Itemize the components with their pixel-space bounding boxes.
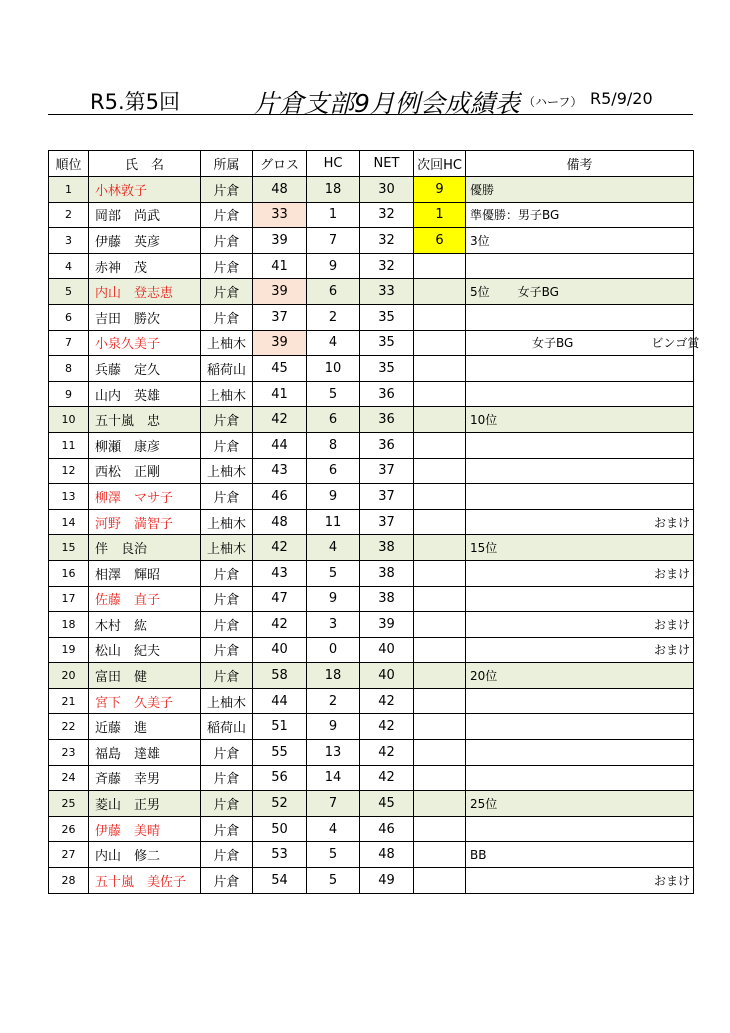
name-cell: 山内 英雄: [89, 381, 201, 407]
note-text-secondary: ビンゴ賞: [651, 336, 700, 351]
rank-cell: 7: [49, 330, 89, 356]
club-cell: 上柚木: [201, 381, 253, 407]
name-cell: 赤神 茂: [89, 253, 201, 279]
club-cell: 片倉: [201, 842, 253, 868]
table-row: [49, 407, 694, 433]
name-cell: 木村 紘: [89, 612, 201, 638]
club-cell: 片倉: [201, 407, 253, 433]
hc-cell: 9: [307, 253, 360, 279]
gross-cell: 42: [253, 407, 307, 433]
hc-cell: 4: [307, 535, 360, 561]
next-hc-cell: [414, 842, 466, 868]
club-cell: 片倉: [201, 868, 253, 894]
net-cell: 32: [360, 228, 414, 254]
club-cell: 片倉: [201, 637, 253, 663]
note-text-secondary: 女子BG: [517, 285, 559, 300]
next-hc-cell: [414, 356, 466, 382]
club-cell: 稲荷山: [201, 714, 253, 740]
notes-cell: [466, 714, 694, 740]
rank-cell: 19: [49, 637, 89, 663]
notes-cell: [466, 612, 694, 638]
table-row: [49, 228, 694, 254]
name-cell: 柳瀬 康彦: [89, 432, 201, 458]
club-cell: 片倉: [201, 560, 253, 586]
name-cell: 富田 健: [89, 663, 201, 689]
hc-cell: 18: [307, 663, 360, 689]
club-cell: 片倉: [201, 586, 253, 612]
next-hc-cell: [414, 381, 466, 407]
rank-cell: 2: [49, 202, 89, 228]
net-cell: 37: [360, 458, 414, 484]
notes-cell: [466, 637, 694, 663]
hc-cell: 2: [307, 688, 360, 714]
table-row: [49, 535, 694, 561]
table-row: [49, 560, 694, 586]
note-text: おまけ: [653, 643, 690, 658]
table-row: [49, 663, 694, 689]
hc-cell: 5: [307, 381, 360, 407]
net-cell: 49: [360, 868, 414, 894]
notes-cell: [466, 202, 694, 228]
club-cell: 片倉: [201, 484, 253, 510]
name-cell: 五十嵐 美佐子: [89, 868, 201, 894]
rank-cell: 22: [49, 714, 89, 740]
note-text: 15位: [470, 541, 498, 556]
rank-cell: 18: [49, 612, 89, 638]
hc-cell: 5: [307, 868, 360, 894]
net-cell: 39: [360, 612, 414, 638]
notes-cell: [466, 330, 700, 356]
name-cell: 岡部 尚武: [89, 202, 201, 228]
net-cell: 32: [360, 253, 414, 279]
name-cell: 松山 紀夫: [89, 637, 201, 663]
next-hc-cell: [414, 484, 466, 510]
name-cell: 伴 良治: [89, 535, 201, 561]
rank-cell: 17: [49, 586, 89, 612]
gross-cell: 52: [253, 791, 307, 817]
club-cell: 片倉: [201, 791, 253, 817]
table-row: [49, 740, 694, 766]
notes-cell: [466, 560, 694, 586]
next-hc-cell: [414, 791, 466, 817]
rank-cell: 9: [49, 381, 89, 407]
club-cell: 片倉: [201, 279, 253, 305]
col-next-hc: 次回HC: [414, 151, 466, 177]
notes-cell: [466, 177, 694, 203]
next-hc-cell: [414, 458, 466, 484]
hc-cell: 13: [307, 740, 360, 766]
name-cell: 小泉久美子: [89, 330, 201, 356]
rank-cell: 14: [49, 509, 89, 535]
table-row: [49, 765, 694, 791]
rank-cell: 16: [49, 560, 89, 586]
net-cell: 32: [360, 202, 414, 228]
club-cell: 片倉: [201, 228, 253, 254]
net-cell: 35: [360, 356, 414, 382]
table-row: [49, 432, 694, 458]
gross-cell: 41: [253, 381, 307, 407]
rank-cell: 10: [49, 407, 89, 433]
table-row: [49, 868, 694, 894]
name-cell: 内山 修二: [89, 842, 201, 868]
hc-cell: 8: [307, 432, 360, 458]
hc-cell: 5: [307, 842, 360, 868]
table-row: [49, 612, 694, 638]
club-cell: 上柚木: [201, 458, 253, 484]
hc-cell: 5: [307, 560, 360, 586]
rank-cell: 3: [49, 228, 89, 254]
net-cell: 30: [360, 177, 414, 203]
net-cell: 40: [360, 637, 414, 663]
rank-cell: 27: [49, 842, 89, 868]
table-row: [49, 458, 694, 484]
gross-cell: 39: [253, 228, 307, 254]
note-text: 10位: [470, 413, 498, 428]
notes-cell: [466, 407, 694, 433]
name-cell: 佐藤 直子: [89, 586, 201, 612]
gross-cell: 40: [253, 637, 307, 663]
notes-cell: [466, 509, 694, 535]
rank-cell: 25: [49, 791, 89, 817]
gross-cell: 48: [253, 509, 307, 535]
notes-cell: [466, 842, 694, 868]
name-cell: 伊藤 美晴: [89, 816, 201, 842]
next-hc-cell: [414, 663, 466, 689]
rank-cell: 11: [49, 432, 89, 458]
next-hc-cell: [414, 304, 466, 330]
club-cell: 片倉: [201, 740, 253, 766]
gross-cell: 43: [253, 560, 307, 586]
gross-cell: 33: [253, 202, 307, 228]
name-cell: 相澤 輝昭: [89, 560, 201, 586]
next-hc-cell: [414, 765, 466, 791]
next-hc-cell: [414, 688, 466, 714]
notes-cell: [466, 868, 694, 894]
document-title: 片倉支部9月例会成績表: [254, 89, 520, 118]
rank-cell: 8: [49, 356, 89, 382]
table-row: [49, 791, 694, 817]
rank-cell: 12: [49, 458, 89, 484]
hc-cell: 2: [307, 304, 360, 330]
net-cell: 40: [360, 663, 414, 689]
club-cell: 上柚木: [201, 509, 253, 535]
notes-cell: [466, 740, 694, 766]
table-row: [49, 177, 694, 203]
rank-cell: 20: [49, 663, 89, 689]
next-hc-cell: [414, 637, 466, 663]
name-cell: 伊藤 英彦: [89, 228, 201, 254]
note-text: 5位: [470, 285, 490, 300]
round-label: R5.第5回: [90, 90, 180, 114]
gross-cell: 37: [253, 304, 307, 330]
table-row: [49, 637, 694, 663]
rank-cell: 13: [49, 484, 89, 510]
club-cell: 片倉: [201, 612, 253, 638]
name-cell: 兵藤 定久: [89, 356, 201, 382]
table-row: [49, 509, 694, 535]
net-cell: 37: [360, 509, 414, 535]
next-hc-cell: [414, 407, 466, 433]
net-cell: 35: [360, 330, 414, 356]
next-hc-cell: [414, 330, 466, 356]
gross-cell: 54: [253, 868, 307, 894]
gross-cell: 50: [253, 816, 307, 842]
club-cell: 稲荷山: [201, 356, 253, 382]
name-cell: 吉田 勝次: [89, 304, 201, 330]
name-cell: 河野 満智子: [89, 509, 201, 535]
rank-cell: 15: [49, 535, 89, 561]
rank-cell: 23: [49, 740, 89, 766]
hc-cell: 10: [307, 356, 360, 382]
next-hc-cell: [414, 279, 466, 305]
hc-cell: 6: [307, 458, 360, 484]
net-cell: 38: [360, 560, 414, 586]
document-header: [48, 80, 693, 118]
note-text: おまけ: [653, 617, 690, 632]
name-cell: 宮下 久美子: [89, 688, 201, 714]
club-cell: 片倉: [201, 304, 253, 330]
notes-cell: [466, 253, 694, 279]
format-label: （ハーフ）: [523, 95, 583, 109]
net-cell: 42: [360, 740, 414, 766]
name-cell: 菱山 正男: [89, 791, 201, 817]
hc-cell: 9: [307, 714, 360, 740]
next-hc-cell: [414, 560, 466, 586]
results-table: [48, 150, 700, 894]
col-name: 氏 名: [89, 151, 201, 177]
rank-cell: 1: [49, 177, 89, 203]
net-cell: 33: [360, 279, 414, 305]
hc-cell: 9: [307, 484, 360, 510]
col-club: 所属: [201, 151, 253, 177]
gross-cell: 48: [253, 177, 307, 203]
table-row: [49, 356, 694, 382]
next-hc-cell: [414, 714, 466, 740]
gross-cell: 39: [253, 330, 307, 356]
rank-cell: 5: [49, 279, 89, 305]
note-text: おまけ: [653, 873, 690, 888]
next-hc-cell: 9: [414, 177, 466, 203]
rank-cell: 26: [49, 816, 89, 842]
hc-cell: 11: [307, 509, 360, 535]
hc-cell: 6: [307, 279, 360, 305]
col-net: NET: [360, 151, 414, 177]
club-cell: 片倉: [201, 432, 253, 458]
next-hc-cell: 1: [414, 202, 466, 228]
event-date: R5/9/20: [590, 89, 653, 108]
hc-cell: 1: [307, 202, 360, 228]
table-row: [49, 842, 694, 868]
notes-cell: [466, 816, 694, 842]
table-row: [49, 330, 694, 356]
notes-cell: [466, 484, 694, 510]
table-row: [49, 279, 694, 305]
notes-cell: [466, 765, 694, 791]
gross-cell: 44: [253, 432, 307, 458]
rank-cell: 6: [49, 304, 89, 330]
club-cell: 上柚木: [201, 688, 253, 714]
name-cell: 近藤 進: [89, 714, 201, 740]
gross-cell: 45: [253, 356, 307, 382]
col-rank: 順位: [49, 151, 89, 177]
note-text: 3位: [470, 233, 490, 248]
gross-cell: 46: [253, 484, 307, 510]
rank-cell: 4: [49, 253, 89, 279]
net-cell: 42: [360, 714, 414, 740]
rank-cell: 24: [49, 765, 89, 791]
note-text: 準優勝：男子BG: [470, 208, 560, 223]
gross-cell: 42: [253, 535, 307, 561]
next-hc-cell: [414, 253, 466, 279]
table-row: [49, 304, 694, 330]
hc-cell: 4: [307, 816, 360, 842]
net-cell: 36: [360, 432, 414, 458]
next-hc-cell: [414, 586, 466, 612]
club-cell: 片倉: [201, 765, 253, 791]
table-row: [49, 484, 694, 510]
hc-cell: 14: [307, 765, 360, 791]
notes-cell: [466, 535, 694, 561]
name-cell: 内山 登志恵: [89, 279, 201, 305]
net-cell: 42: [360, 688, 414, 714]
name-cell: 柳澤 マサ子: [89, 484, 201, 510]
hc-cell: 9: [307, 586, 360, 612]
name-cell: 斉藤 幸男: [89, 765, 201, 791]
notes-cell: [466, 586, 694, 612]
next-hc-cell: [414, 740, 466, 766]
table-row: [49, 714, 694, 740]
notes-cell: [466, 279, 694, 305]
gross-cell: 47: [253, 586, 307, 612]
club-cell: 片倉: [201, 177, 253, 203]
next-hc-cell: [414, 612, 466, 638]
net-cell: 37: [360, 484, 414, 510]
next-hc-cell: 6: [414, 228, 466, 254]
gross-cell: 55: [253, 740, 307, 766]
notes-cell: [466, 356, 694, 382]
table-row: [49, 586, 694, 612]
note-text: 女子BG: [532, 336, 574, 351]
net-cell: 45: [360, 791, 414, 817]
notes-cell: [466, 228, 694, 254]
gross-cell: 42: [253, 612, 307, 638]
gross-cell: 43: [253, 458, 307, 484]
name-cell: 福島 達雄: [89, 740, 201, 766]
table-row: [49, 253, 694, 279]
hc-cell: 0: [307, 637, 360, 663]
gross-cell: 58: [253, 663, 307, 689]
col-hc: HC: [307, 151, 360, 177]
next-hc-cell: [414, 432, 466, 458]
gross-cell: 56: [253, 765, 307, 791]
next-hc-cell: [414, 816, 466, 842]
notes-cell: [466, 688, 694, 714]
hc-cell: 7: [307, 791, 360, 817]
hc-cell: 18: [307, 177, 360, 203]
note-text: 25位: [470, 797, 498, 812]
hc-cell: 7: [307, 228, 360, 254]
club-cell: 片倉: [201, 663, 253, 689]
gross-cell: 53: [253, 842, 307, 868]
name-cell: 西松 正剛: [89, 458, 201, 484]
club-cell: 上柚木: [201, 330, 253, 356]
net-cell: 46: [360, 816, 414, 842]
net-cell: 36: [360, 407, 414, 433]
col-notes: 備考: [466, 151, 694, 177]
table-row: [49, 688, 694, 714]
table-row: [49, 381, 694, 407]
net-cell: 42: [360, 765, 414, 791]
next-hc-cell: [414, 868, 466, 894]
net-cell: 38: [360, 586, 414, 612]
club-cell: 片倉: [201, 816, 253, 842]
club-cell: 上柚木: [201, 535, 253, 561]
table-row: [49, 816, 694, 842]
net-cell: 48: [360, 842, 414, 868]
hc-cell: 3: [307, 612, 360, 638]
note-text: おまけ: [653, 566, 690, 581]
notes-cell: [466, 432, 694, 458]
header-row: [49, 151, 694, 177]
name-cell: 小林敦子: [89, 177, 201, 203]
note-text: 20位: [470, 669, 498, 684]
col-gross: グロス: [253, 151, 307, 177]
gross-cell: 44: [253, 688, 307, 714]
note-text: BB: [470, 847, 487, 862]
gross-cell: 51: [253, 714, 307, 740]
notes-cell: [466, 458, 694, 484]
note-text: おまけ: [653, 515, 690, 530]
hc-cell: 6: [307, 407, 360, 433]
name-cell: 五十嵐 忠: [89, 407, 201, 433]
club-cell: 片倉: [201, 202, 253, 228]
note-text: 優勝: [470, 182, 495, 197]
rank-cell: 21: [49, 688, 89, 714]
table-row: [49, 202, 694, 228]
notes-cell: [466, 381, 694, 407]
gross-cell: 39: [253, 279, 307, 305]
net-cell: 38: [360, 535, 414, 561]
hc-cell: 4: [307, 330, 360, 356]
net-cell: 35: [360, 304, 414, 330]
notes-cell: [466, 663, 694, 689]
notes-cell: [466, 304, 694, 330]
net-cell: 36: [360, 381, 414, 407]
club-cell: 片倉: [201, 253, 253, 279]
next-hc-cell: [414, 535, 466, 561]
rank-cell: 28: [49, 868, 89, 894]
notes-cell: [466, 791, 694, 817]
next-hc-cell: [414, 509, 466, 535]
gross-cell: 41: [253, 253, 307, 279]
